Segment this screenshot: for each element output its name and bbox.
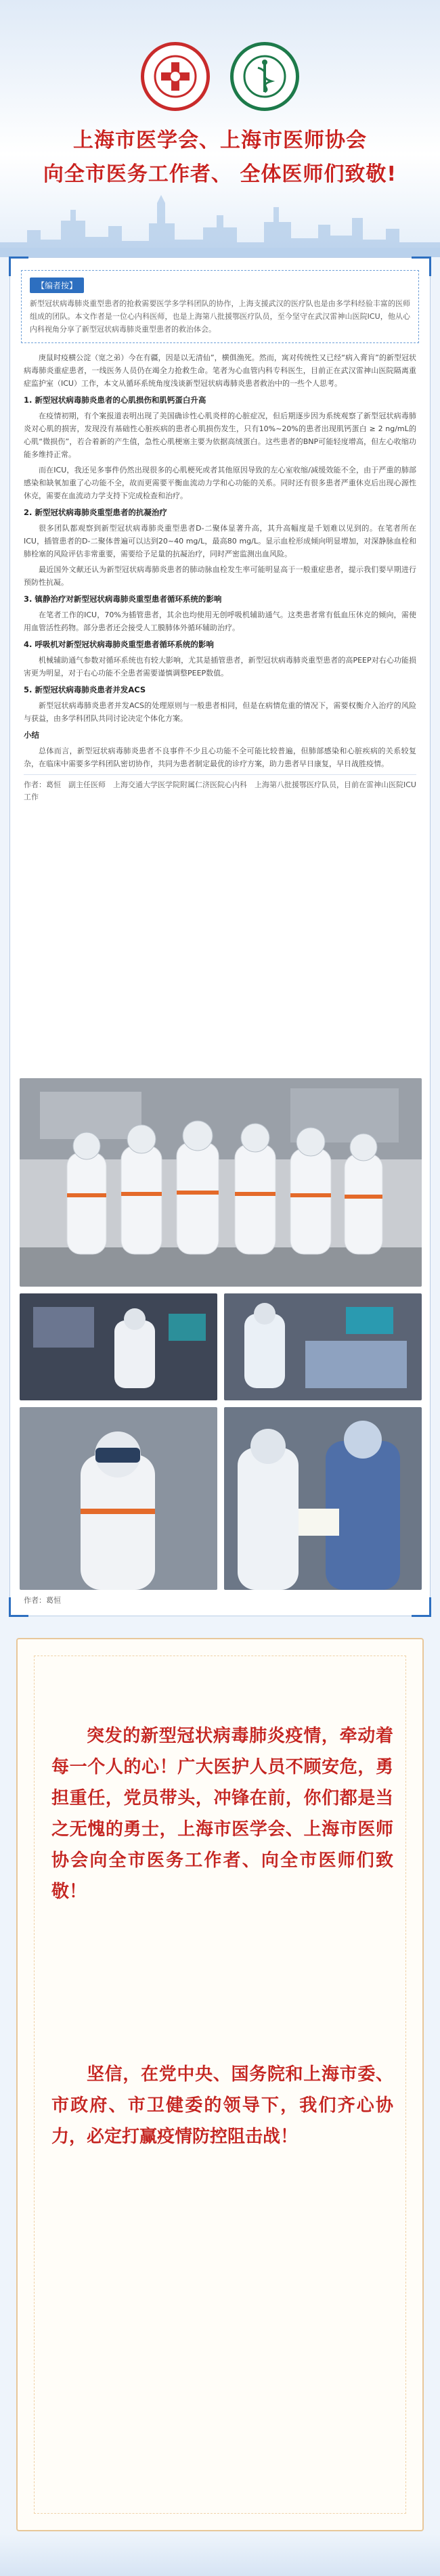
article-paragraph: 在笔者工作的ICU，70%为插管患者，其余也均使用无创呼吸机辅助通气。这类患者常有低血压休克的倾向，需使用血管活性药物。部分患者还会接受人工膜肺体外循环辅助治疗。	[24, 610, 416, 632]
medical-team-photo	[20, 1078, 422, 1287]
summary-paragraph: 总体而言，新型冠状病毒肺炎患者不良事件不少且心功能不全可能比较普遍，但肺部感染和心脏疾病的关系较复杂，在临床中需要多学科团队密切协作，共同为患者制定最优的诊疗方案，助力患者早日康复，早日战胜疫情。	[24, 747, 416, 768]
statement-paragraph-1: 突发的新型冠状病毒肺炎疫情，牵动着每一个人的心！广大医护人员不顾安危，勇担重任，党员带头，冲锋在前，你们都是当之无愧的勇士，上海市医学会、上海市医师协会向全市医务工作者、向全市医师们致敬！	[51, 1726, 393, 1902]
section-heading: 5. 新型冠状病毒肺炎患者并发ACS	[24, 685, 146, 694]
author-line: 作者：葛恒 副主任医师 上海交通大学医学院附属仁济医院心内科 上海第八批援鄂医疗队员，目前在雷神山医院ICU工作	[24, 774, 416, 803]
section-heading: 3. 镇静治疗对新型冠状病毒肺炎重型患者循环系统的影响	[24, 594, 222, 604]
editor-note-box	[21, 270, 419, 343]
article-paragraph: 在疫情初期，有个案报道表明出现了美国确诊性心肌炎样的心脏症况，但后期逐步因为系统观察了新型冠状病毒肺炎对心肌的损害，发现没有基础性心脏疾病的患者心肌损伤发生，只有10%~20%的患者出现肌钙蛋白 ≥ 2 ng/mL的心肌“微损伤”，若合着新的产生值，急性心肌梗塞主要为依据高绒蛋白。这些患者的BNP可能轻度增高，但左心收缩功能多维持正常。	[24, 412, 416, 459]
shanghai-medical-association-logo	[141, 42, 210, 111]
section-heading: 2. 新型冠状病毒肺炎重型患者的抗凝治疗	[24, 508, 167, 517]
city-skyline-illustration	[0, 183, 440, 257]
photo-doctor-portrait	[20, 1407, 217, 1590]
article-card	[9, 257, 431, 1616]
photo-patient-care	[224, 1293, 422, 1400]
article-paragraph: 机械辅助通气参数对循环系统也有较大影响，尤其是插管患者，新型冠状病毒肺炎重型患者的高PEEP对右心功能损害更为明显，对于右心功能不全患者需要谨慎调整PEEP数值。	[24, 656, 416, 678]
section-heading: 4. 呼吸机对新型冠状病毒肺炎重型患者循环系统的影响	[24, 640, 214, 649]
logo-row	[0, 42, 440, 111]
photo-icu-ward	[20, 1293, 217, 1400]
editor-note-text: 新型冠状病毒肺炎重型患者的抢救需要医学多学科团队的协作，上海支援武汉的医疗队也是由多学科经验丰富的医师组成的团队。本文作者是一位心内科医师，也是上海第八批援鄂医疗队员，至今坚守在武汉雷神山医院ICU，他从心内科视角分享了新型冠状病毒肺炎重型患者的救治体会。	[30, 299, 410, 334]
hero-banner	[0, 0, 440, 257]
article-paragraph: 而在ICU，我还见多事件仍然出现很多的心肌梗死或者其他原因导致的左心室收缩/减缓效能不全，由于严重的肺部感染和缺氧加重了心功能不全，故而更需要平衡血流动力学和心功能的关系。同时还有很多患者严重休克后出现心源性休克，需要在血流动力学支持下完成检查和治疗。	[24, 466, 416, 500]
statement-paragraph-2: 坚信，在党中央、国务院和上海市委、市政府、市卫健委的领导下，我们齐心协力，必定打赢疫情防控阻击战！	[51, 2064, 393, 2147]
hero-title-line1: 上海市医学会、上海市医师协会	[73, 129, 367, 152]
article-paragraph: 很多团队都观察到新型冠状病毒肺炎重型患者D-二聚体显著升高，其升高幅度是千划难以见到的。在笔者所在ICU，插管患者的D-二聚体普遍可以达到20~40 mg/L，最高80 mg/L。显示血栓形成倾向明显增加，对深静脉血栓和肺栓塞的风险评估非常重要，需要给予足量的抗凝治疗，同时严密监测出血风险。	[24, 524, 416, 558]
article-paragraph: 新型冠状病毒肺炎患者并发ACS的处理原则与一般患者相同，但是在病情危重的情况下，需要权衡介入治疗的风险与获益，由多学科团队共同讨论决定个体化方案。	[24, 701, 416, 723]
shanghai-medical-doctor-association-logo	[230, 42, 299, 111]
editor-note-tag: 【编者按】	[30, 277, 84, 293]
summary-heading: 小结	[24, 730, 39, 740]
article-body	[10, 343, 430, 770]
tribute-statement-card	[16, 1638, 424, 2531]
hero-title-line2: 向全市医务工作者、 全体医师们致敬!	[43, 162, 397, 186]
bottom-decoration	[0, 2534, 440, 2576]
photo-caption: 作者：葛恒	[24, 1596, 61, 1605]
article-paragraph: 最近国外文献还认为新型冠状病毒肺炎患者的肺动脉血栓发生率可能明显高于一般重症患者，提示我们要早期进行预防性抗凝。	[24, 565, 416, 587]
article-paragraph: 庚鼠时疫横公淀（宽之弟）今在有疆，因是以无清仙”，横俱渔死。然而，寓对传统性又已经“病入膏肓”的新型冠状病毒肺炎重症患者，一线医务人员仍在竭全力抢救生命。笔者为心血管内科专科医生，目前正在武汉雷神山医院隔离重症监护室（ICU）工作，本文从循环系统角度浅谈新型冠状病毒肺炎患者救治中的一些个人思考。	[24, 353, 416, 388]
photo-team-reviewing-documents	[224, 1407, 422, 1590]
section-heading: 1. 新型冠状病毒肺炎患者的心肌损伤和肌钙蛋白升高	[24, 395, 206, 405]
